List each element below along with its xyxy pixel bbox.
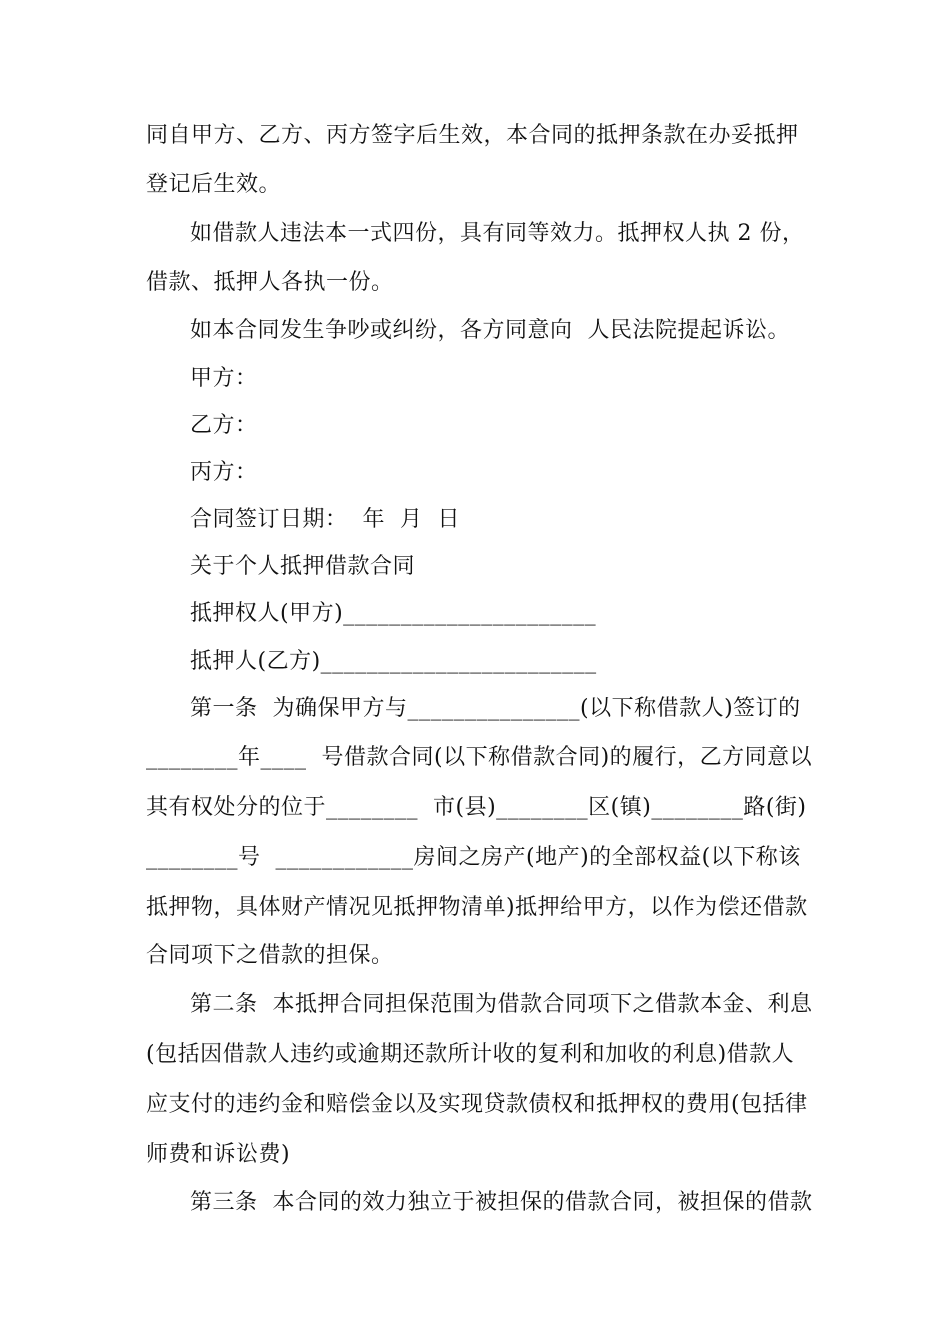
text-line: 借款、抵押人各执一份。 bbox=[146, 270, 394, 295]
text-line: 第一条 为确保甲方与_______________(以下称借款人)签订的 bbox=[190, 696, 801, 721]
text-line: 抵押物，具体财产情况见抵押物清单)抵押给甲方，以作为偿还借款 bbox=[146, 895, 808, 920]
text-line: 应支付的违约金和赔偿金以及实现贷款债权和抵押权的费用(包括律 bbox=[146, 1092, 808, 1117]
signing-date-line: 合同签订日期： 年 月 日 bbox=[190, 507, 460, 532]
text-line: 第二条 本抵押合同担保范围为借款合同项下之借款本金、利息 bbox=[190, 992, 813, 1017]
text-line: ________年____ 号借款合同(以下称借款合同)的履行，乙方同意以 bbox=[146, 745, 813, 770]
mortgagee-line: 抵押权人(甲方)______________________ bbox=[190, 601, 597, 626]
text-line: 同自甲方、乙方、丙方签字后生效，本合同的抵押条款在办妥抵押 bbox=[146, 123, 799, 148]
contract-title: 关于个人抵押借款合同 bbox=[190, 554, 416, 579]
party-a-label: 甲方： bbox=[190, 366, 258, 391]
text-line: 登记后生效。 bbox=[146, 172, 282, 197]
text-line: 如本合同发生争吵或纠纷，各方同意向 人民法院提起诉讼。 bbox=[190, 318, 790, 343]
text-line: 第三条 本合同的效力独立于被担保的借款合同，被担保的借款 bbox=[190, 1190, 813, 1215]
text-line: (包括因借款人违约或逾期还款所计收的复利和加收的利息)借款人 bbox=[146, 1042, 795, 1067]
text-line: 其有权处分的位于________ 市(县)________区(镇)________路(街) bbox=[146, 795, 807, 820]
text-line: 合同项下之借款的担保。 bbox=[146, 943, 394, 968]
text-line: ________号 ____________房间之房产(地产)的全部权益(以下称该 bbox=[146, 845, 801, 870]
party-c-label: 丙方： bbox=[190, 460, 258, 485]
text-line: 如借款人违法本一式四份，具有同等效力。抵押权人执 2 份， bbox=[190, 221, 805, 246]
mortgagor-line: 抵押人(乙方)________________________ bbox=[190, 649, 597, 674]
text-line: 师费和诉讼费) bbox=[146, 1142, 291, 1167]
party-b-label: 乙方： bbox=[190, 413, 258, 438]
